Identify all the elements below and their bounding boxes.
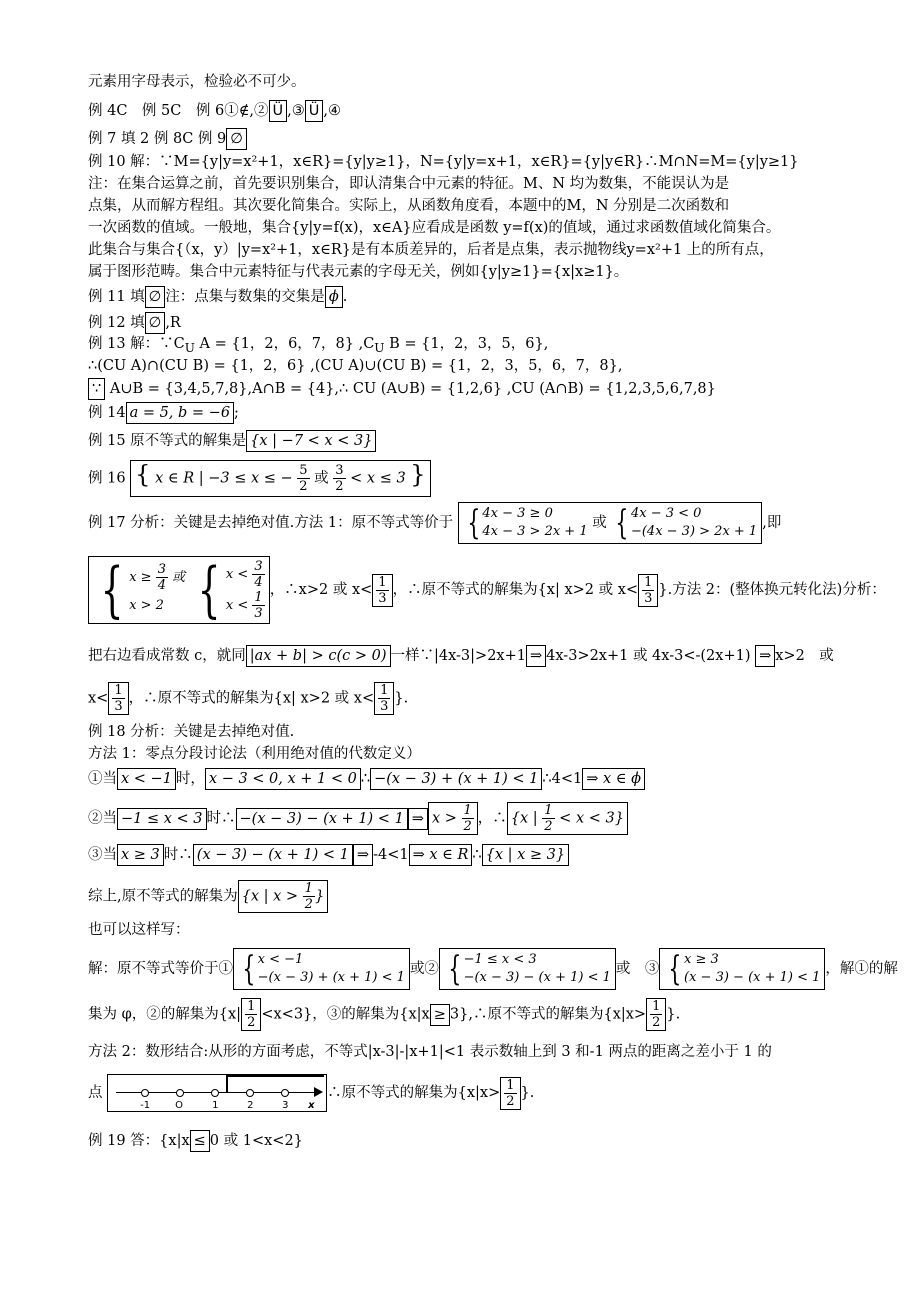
denominator: 3: [644, 590, 653, 606]
tick-label: 3: [282, 1100, 289, 1111]
text: 或②: [409, 961, 439, 977]
system: [93, 555, 186, 625]
text-line: [88, 378, 716, 400]
text: 4x-3>2x+1 或 4x-3<-(2x+1): [546, 648, 751, 664]
fraction: [462, 803, 474, 834]
text: 例 13 解：∵C: [88, 336, 185, 352]
text: x ≥: [129, 569, 156, 585]
system: [664, 951, 820, 987]
boxed-formula: a = 5, b = −6: [126, 402, 234, 424]
boxed-symbol: ∅: [226, 128, 247, 150]
system: [190, 555, 265, 625]
numerator: 1: [544, 803, 553, 818]
text: ，∴原不等式的解集为{x| x>2 或 x<: [128, 690, 375, 707]
text: ∴4<1: [542, 771, 583, 787]
fraction: [542, 803, 554, 834]
boxed-symbol: ∅: [145, 312, 166, 334]
text: 时∴: [163, 847, 193, 863]
row: x ≥ 3: [684, 952, 719, 967]
boxed-formula: x − 3 < 0, x + 1 < 0: [205, 768, 361, 790]
text-line: 例 10 解：∵M={y|y=x²+1，x∈R}={y|y≥1}，N={y|y=x+1，x∈R}={y|y∈R}∴M∩N=M={y|y≥1}: [88, 154, 799, 170]
tick-label: O: [175, 1100, 183, 1111]
text: ,③: [287, 103, 305, 119]
boxed-formula: ⇒ x ∈ R: [409, 844, 473, 866]
boxed-symbol: ϕ: [325, 286, 343, 308]
denominator: 3: [378, 590, 387, 606]
denominator: 2: [304, 897, 313, 912]
brace: {: [467, 503, 481, 543]
text: 或: [314, 470, 334, 487]
text: }.: [394, 690, 409, 707]
denominator: 4: [157, 577, 166, 593]
text: ②当: [88, 810, 117, 827]
denominator: 2: [544, 819, 553, 834]
text-line: [88, 645, 834, 667]
text-line: [88, 802, 628, 835]
text: ∴: [472, 847, 482, 863]
numerator: 1: [506, 1077, 515, 1093]
denominator: 2: [299, 479, 308, 494]
text: x<: [88, 690, 109, 707]
text: ①当: [88, 771, 117, 787]
text: {x | x >: [241, 888, 303, 905]
text-line: [88, 312, 181, 334]
brace: {: [448, 949, 462, 989]
text: <x<3}，③的解集为{x|x: [261, 1006, 430, 1023]
numerator: 3: [335, 463, 344, 478]
system: [611, 505, 757, 541]
boxed-fraction: [108, 682, 128, 715]
text: 一样∵|4x-3|>2x+1: [390, 648, 526, 664]
tick-label: -1: [140, 1100, 151, 1111]
text: < x ≤ 3: [350, 470, 406, 487]
text: -4<1: [373, 847, 409, 863]
row: (x − 3) − (x + 1) < 1: [684, 970, 821, 985]
text: ,即: [762, 515, 782, 531]
text-line: 一次函数的值域。一般地，集合{y|y=f(x)，x∈A}应看成是函数 y=f(x)的值域，通过求函数值域化简集合。: [88, 220, 781, 236]
fraction: [376, 575, 388, 606]
brace: {: [242, 949, 256, 989]
system: [444, 951, 611, 987]
text-line: 例 18 分析：关键是去掉绝对值.: [88, 724, 295, 740]
text-line: 方法 2：数形结合:从形的方面考虑，不等式|x-3|-|x+1|<1 表示数轴上到 3 和-1 两点的距离之差小于 1 的: [88, 1044, 772, 1060]
denominator: 2: [463, 819, 472, 834]
fraction: [297, 463, 309, 494]
text: B = {1，2，3，5，6},: [384, 336, 549, 352]
boxed-formula: {x | x ≥ 3}: [482, 844, 570, 866]
text-line: [88, 998, 680, 1031]
number-line-figure: [107, 1074, 327, 1112]
row: −(x − 3) + (x + 1) < 1: [257, 970, 405, 985]
boxed-formula: −(x − 3) − (x + 1) < 1: [236, 808, 408, 830]
boxed-formula: {x | −7 < x < 3}: [246, 430, 376, 452]
text: 点: [88, 1085, 103, 1101]
boxed-fraction: [500, 1077, 520, 1110]
axis-label: x: [308, 1100, 315, 1111]
boxed-system: [659, 948, 825, 990]
numerator: 1: [378, 574, 387, 590]
text-line: [88, 948, 898, 990]
brace: {: [135, 460, 151, 489]
text-line: [88, 334, 548, 358]
text-line: [88, 556, 886, 624]
row: x > 2: [129, 597, 164, 613]
fraction: [252, 590, 264, 621]
text: 集为 φ，②的解集为{x|: [88, 1006, 242, 1023]
row: −(x − 3) − (x + 1) < 1: [463, 970, 611, 985]
denominator: 3: [254, 606, 263, 621]
text: 注：点集与数集的交集是: [165, 289, 325, 305]
text: x >: [431, 810, 462, 827]
row: 4x − 3 ≥ 0: [482, 506, 553, 521]
brace: {: [615, 503, 629, 543]
text-line: [88, 502, 781, 544]
text: {x |: [510, 810, 543, 827]
text-line: [88, 402, 239, 424]
text-line: 元素用字母表示，检验必不可少。: [88, 74, 306, 90]
fraction: [642, 575, 654, 606]
fraction: [156, 562, 168, 593]
row: −(4x − 3) > 2x + 1: [630, 524, 758, 539]
text: }: [314, 888, 325, 905]
boxed-fraction: [638, 574, 658, 607]
numerator: 3: [157, 561, 166, 577]
text-line: ∴(CU A)∩(CU B) = {1，2，6} ,(CU A)∪(CU B) = {1，2，3，5，6，7，8},: [88, 358, 623, 374]
text-line: 也可以这样写：: [88, 922, 190, 938]
boxed-system: [458, 502, 762, 544]
boxed-formula: [428, 802, 478, 835]
brace: {: [197, 555, 221, 625]
boxed-formula: [507, 802, 628, 835]
brace: }: [410, 460, 426, 489]
text: ,④: [323, 103, 342, 119]
numerator: 3: [254, 559, 263, 574]
numerator: 1: [463, 803, 472, 818]
brace: {: [668, 949, 682, 989]
text-line: [88, 880, 328, 913]
text: ，∴x>2 或 x<: [269, 582, 373, 598]
text: }.: [666, 1006, 681, 1023]
text: ，解①的解: [825, 961, 898, 977]
text: ，∴原不等式的解集为{x| x>2 或 x<: [392, 582, 639, 598]
denominator: 2: [247, 1015, 256, 1030]
boxed-system: [233, 948, 410, 990]
numerator: 1: [254, 590, 263, 605]
boxed-symbol: ≤: [190, 1130, 210, 1152]
text: A = {1，2，6，7，8} ,C: [194, 336, 375, 352]
numerator: 5: [299, 463, 308, 478]
numerator: 1: [652, 999, 661, 1014]
text: x>2 或: [775, 648, 834, 664]
tick-label: 1: [212, 1100, 219, 1111]
boxed-formula: x < −1: [117, 768, 176, 790]
fraction: [303, 881, 315, 912]
text-line: [88, 1074, 534, 1112]
text: 例 14: [88, 405, 126, 421]
text: x ∈ R | −3 ≤ x ≤ −: [155, 470, 293, 487]
text-line: [88, 286, 347, 308]
text: 例 11 填: [88, 289, 145, 305]
text: .: [342, 289, 348, 305]
fraction: [245, 999, 257, 1030]
subscript: U: [374, 340, 385, 355]
text: A∪B = {3,4,5,7,8},A∩B = {4},∴ CU (A∪B) = {1,2,6} ,CU (A∩B) = {1,2,3,5,6,7,8}: [105, 381, 716, 397]
text: 例 7 填 2 例 8C 例 9: [88, 131, 227, 147]
row: 4x − 3 > 2x + 1: [482, 524, 588, 539]
text-line: [88, 128, 247, 150]
denominator: 3: [114, 699, 123, 714]
text-line: 注：在集合运算之前，首先要识别集合，即认清集合中元素的特征。M、N 均为数集，不能误认为是: [88, 176, 730, 192]
fraction: [333, 463, 345, 494]
boxed-fraction: [372, 574, 392, 607]
axis-arrow-icon: [314, 1087, 323, 1097]
text: ∴原不等式的解集为{x|x>: [327, 1085, 501, 1101]
text: 例 4C 例 5C 例 6①∉,②: [88, 103, 269, 119]
text: x <: [225, 598, 253, 613]
denominator: 4: [254, 575, 263, 590]
boxed-formula: (x − 3) − (x + 1) < 1: [193, 844, 353, 866]
solution-region: [226, 1075, 324, 1092]
text: ，∴: [477, 810, 507, 827]
text-line: 属于图形范畴。集合中元素特征与代表元素的字母无关，例如{y|y≥1}={x|x≥1}。: [88, 264, 629, 280]
fraction: [378, 683, 390, 714]
text: 综上,原不等式的解集为: [88, 888, 238, 905]
boxed-symbol: ⇒: [755, 645, 775, 667]
row: x < −1: [257, 952, 304, 967]
text: ∴: [360, 771, 371, 787]
boxed-formula: −(x − 3) + (x + 1) < 1: [370, 768, 542, 790]
text: 把右边看成常数 c，就同: [88, 648, 246, 664]
boxed-symbol: ⇒: [526, 645, 546, 667]
text: x <: [225, 567, 253, 582]
fraction: [252, 559, 264, 590]
text-line: 方法 1：零点分段讨论法（利用绝对值的代数定义）: [88, 746, 421, 762]
system: [238, 951, 405, 987]
fraction: [650, 999, 662, 1030]
numerator: 1: [114, 683, 123, 698]
text-line: [88, 1130, 303, 1152]
text: 或 ③: [615, 961, 660, 977]
text: 例 19 答：{x|x: [88, 1133, 190, 1149]
text: 例 12 填: [88, 315, 145, 331]
boxed-system: [439, 948, 616, 990]
boxed-fraction: [374, 682, 394, 715]
boxed-symbol: ⇒: [408, 808, 428, 830]
boxed-symbol: ∅: [145, 286, 166, 308]
brace: {: [100, 555, 124, 625]
text: 解：原不等式等价于①: [88, 961, 233, 977]
text: ③当: [88, 847, 117, 863]
text: 例 16: [88, 470, 126, 487]
tick-label: 2: [247, 1100, 254, 1111]
boxed-formula: −1 ≤ x < 3: [117, 808, 207, 830]
subscript: U: [184, 340, 195, 355]
text-line: [88, 430, 376, 452]
numerator: 1: [380, 683, 389, 698]
boxed-fraction: [241, 998, 261, 1031]
text: ,R: [165, 315, 181, 331]
text-line: [88, 844, 569, 866]
text: 时∴: [206, 810, 236, 827]
row: −1 ≤ x < 3: [463, 952, 537, 967]
system: [463, 505, 588, 541]
row: 4x − 3 < 0: [630, 506, 702, 521]
fraction: [112, 683, 124, 714]
boxed-formula: |ax + b| > c(c > 0): [246, 645, 391, 667]
text-line: 此集合与集合{（x，y）|y=x²+1，x∈R}是有本质差异的，后者是点集，表示抛物线y=x²+1 上的所有点，: [88, 242, 774, 258]
text-line: [88, 682, 408, 715]
denominator: 2: [506, 1093, 515, 1109]
text: 3},∴原不等式的解集为{x|x>: [449, 1006, 647, 1023]
boxed-system: [88, 556, 270, 624]
numerator: 1: [644, 574, 653, 590]
text-line: [88, 768, 645, 790]
text: < x < 3}: [554, 810, 624, 827]
boxed-formula: x ≥ 3: [117, 844, 164, 866]
numerator: 1: [304, 881, 313, 896]
text-line: 点集，从而解方程组。其次要化简集合。实际上，从函数角度看，本题中的M，N 分别是二次函数和: [88, 198, 730, 214]
text: 0 或 1<x<2}: [209, 1133, 303, 1149]
boxed-symbol: ≥: [430, 1004, 450, 1026]
boxed-symbol: ⇒: [353, 844, 373, 866]
text: 例 17 分析：关键是去掉绝对值.方法 1：原不等式等价于: [88, 515, 454, 531]
boxed-symbol: Ü: [269, 100, 288, 122]
numerator: 1: [247, 999, 256, 1014]
text: 例 15 原不等式的解集是: [88, 433, 247, 449]
text-line: [88, 100, 341, 122]
text: 时，: [175, 771, 205, 787]
denominator: 3: [380, 699, 389, 714]
text: 或: [167, 569, 186, 585]
text: 或: [592, 515, 607, 531]
boxed-formula: ⇒ x ∈ ϕ: [582, 768, 645, 790]
boxed-symbol: ∵: [88, 378, 105, 400]
denominator: 2: [335, 479, 344, 494]
boxed-formula: [238, 880, 329, 913]
text-line: [88, 460, 431, 497]
text: }.: [520, 1085, 535, 1101]
boxed-solution-set: [130, 460, 430, 497]
text: ;: [234, 405, 239, 421]
denominator: 2: [652, 1015, 661, 1030]
boxed-symbol: Ü: [305, 100, 324, 122]
boxed-fraction: [646, 998, 666, 1031]
fraction: [504, 1078, 516, 1109]
text: }.方法 2：(整体换元转化法)分析：: [658, 582, 886, 598]
